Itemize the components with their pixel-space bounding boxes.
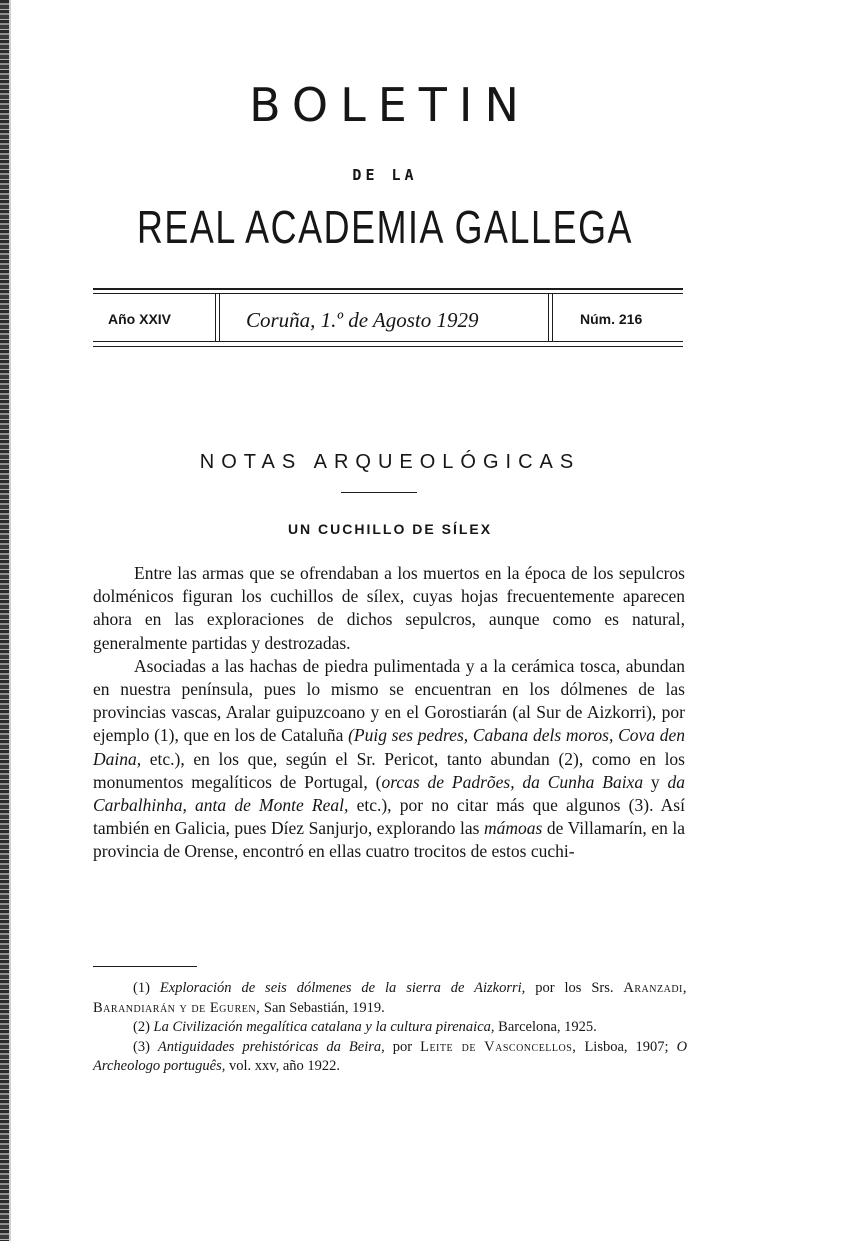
footnote xyxy=(93,979,687,1018)
italic-run: mámoas xyxy=(484,818,543,839)
issue-bar-divider xyxy=(215,294,216,341)
footnote xyxy=(93,1038,687,1077)
text-run: etc.), en los que, según el Sr. Pericot, tanto abundan (2), como en los monumentos megalíticos de Portugal, ( xyxy=(93,748,685,792)
paragraph xyxy=(93,655,685,864)
issue-place-date: Coruña, 1.º de Agosto 1929 xyxy=(246,308,479,332)
footnote-text: Barcelona, 1925. xyxy=(498,1019,597,1036)
issue-bar-top-rule xyxy=(93,288,683,290)
article-body xyxy=(93,562,685,864)
footnote-authors: Aranzadi, Barandiarán y de Eguren, xyxy=(93,980,687,1016)
masthead-title: BOLETIN xyxy=(249,78,531,132)
text-run: y xyxy=(643,771,668,792)
italic-run: da Carbalhinha, anta de Monte Real, xyxy=(93,771,686,816)
footnotes xyxy=(93,979,687,1077)
italic-run: (Puig ses pedres, Cabana dels moros, Cova den Daina, xyxy=(93,725,685,769)
scan-binding-edge xyxy=(0,0,9,1241)
footnote-mark: (3) xyxy=(133,1038,150,1055)
footnote-title: La Civilización megalítica catalana y la cultura pirenaica, xyxy=(153,1019,495,1036)
italic-run: orcas de Padrões, da Cunha Baixa xyxy=(381,771,644,792)
issue-bar-divider xyxy=(552,294,553,341)
issue-bar-divider xyxy=(219,294,220,341)
footnote-text: por xyxy=(392,1038,413,1055)
issue-bar-top-rule-thin xyxy=(93,293,683,294)
issue-bar-bottom-rule xyxy=(93,341,683,342)
issue-year: Año XXIV xyxy=(108,311,172,327)
title-separator xyxy=(341,492,417,493)
footnote-text: San Sebastián, 1919. xyxy=(263,999,385,1016)
masthead-institution: REAL ACADEMIA GALLEGA xyxy=(136,201,634,253)
masthead-connector: DE LA xyxy=(352,166,418,184)
text-run: Asociadas a las hachas de piedra pulimentada y a la cerámica tosca, abundan en nuestra península, pues lo mismo se encuentran en los dólmenes de las provincias vascas, Aralar guipuzcoano y en el Gorostiarán (al Sur de Aizkorri), por ejemplo (1), que en los de Cataluña xyxy=(93,655,685,746)
footnote-text: Lisboa, 1907; xyxy=(584,1038,669,1055)
footnote-title: Exploración de seis dólmenes de la sierra de Aizkorri, xyxy=(159,980,526,996)
article-subtitle: UN CUCHILLO DE SÍLEX xyxy=(287,521,493,537)
footnote-mark: (1) xyxy=(133,980,150,996)
footnote xyxy=(93,1018,687,1038)
text-run: de Villamarín, en la provincia de Orense, encontró en ellas cuatro trocitos de estos cuchi- xyxy=(93,818,685,862)
footnote-separator xyxy=(93,966,197,967)
footnote-text: por los Srs. xyxy=(535,980,614,996)
footnote-text: vol. xxv, año 1922. xyxy=(229,1058,341,1075)
footnote-authors: Leite de Vasconcellos, xyxy=(420,1038,577,1055)
footnote-title: O Archeologo português, xyxy=(93,1038,688,1075)
issue-number: Núm. 216 xyxy=(580,311,643,327)
text-run: etc.), por no citar más que algunos (3). Así también en Galicia, pues Díez Sanjurjo, explorando las xyxy=(93,795,685,839)
paragraph: Entre las armas que se ofrendaban a los muertos en la época de los sepulcros dolménicos figuran los cuchillos de sílex, cuyas hojas frecuentemente aparecen ahora en las exploraciones de dichos sepulcros, aunque como es natural, generalmente partidas y destrozadas. xyxy=(93,563,685,653)
article-title: NOTAS ARQUEOLÓGICAS xyxy=(199,451,581,473)
issue-bar-divider xyxy=(548,294,549,341)
issue-bar-bottom-rule-thin xyxy=(93,346,683,347)
footnote-title: Antiguidades prehistóricas da Beira, xyxy=(157,1038,385,1055)
footnote-mark: (2) xyxy=(133,1019,150,1036)
